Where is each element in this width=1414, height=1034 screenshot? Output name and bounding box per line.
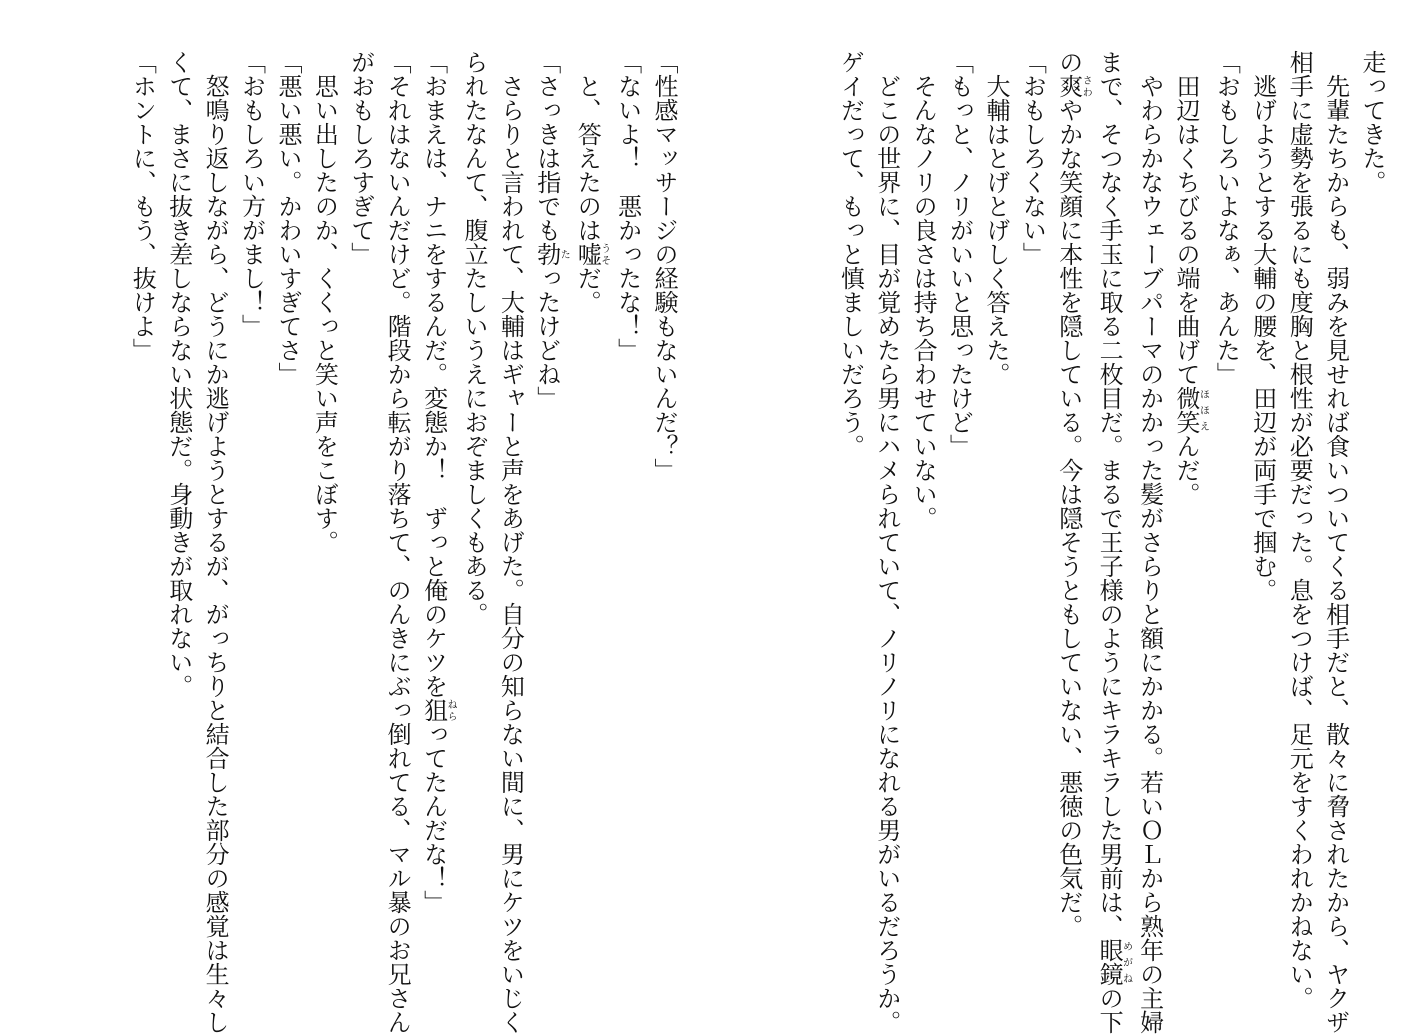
ruby-annotation: 眼鏡めがね: [1095, 938, 1132, 986]
right-page: [770, 50, 1390, 1034]
text-line: やわらかなウェーブパーマのかかった髪がさらりと額にかかる。若いＯＬから熟年の主婦: [1135, 50, 1164, 1034]
text-segment: やかな笑顔に本性を隠している。今は隠そうともしていない、悪徳の色気だ。: [1054, 98, 1083, 938]
ruby-reading: さわ: [1080, 74, 1092, 98]
text-segment: んだ。: [1171, 434, 1200, 506]
text-line: 怒鳴り返しながら、どうにか逃げようとするが、がっちりと結合した部分の感覚は生々し: [201, 50, 230, 1034]
text-line-with-ruby: [1091, 50, 1132, 1034]
left-page: [62, 50, 682, 1034]
text-line: 大輔はとげとげしく答えた。: [981, 50, 1010, 386]
text-line-with-ruby: [415, 50, 455, 970]
ruby-reading: ほほえ: [1197, 386, 1209, 434]
text-segment: と、答えたのは: [573, 50, 602, 242]
ruby-reading: た: [558, 242, 570, 266]
ruby-reading: めがね: [1120, 938, 1132, 986]
text-segment: 田辺はくちびるの端を曲げて: [1171, 50, 1200, 386]
text-segment: 「さっきは指でも: [532, 50, 561, 242]
ruby-annotation: 狙ねら: [419, 698, 457, 722]
text-segment: ったけどね」: [532, 266, 561, 410]
text-line: 走ってきた。: [1358, 50, 1386, 194]
text-segment: だ。: [573, 266, 602, 314]
text-line: 「悪い悪い。かわいすぎてさ」: [273, 50, 302, 386]
text-line: 先輩たちからも、弱みを見せれば食いついてくる相手だと、散々に脅されたから、ヤクザ: [1321, 50, 1350, 1034]
text-line: 「おもしろいよなぁ、あんた」: [1212, 50, 1241, 386]
ruby-reading: うそ: [598, 242, 610, 266]
text-line-with-ruby: [569, 50, 609, 970]
page-gutter: [706, 0, 708, 1000]
text-line: られたなんて、腹立たしいうえにおぞましくもある。: [459, 50, 488, 626]
ruby-annotation: 爽さわ: [1054, 74, 1092, 98]
ruby-reading: ねら: [445, 698, 457, 722]
text-line: 「ないよ！ 悪かったな！」: [613, 50, 642, 362]
text-line-with-ruby: [1050, 50, 1090, 970]
text-segment: まで、そつなく手玉に取る二枚目だ。まるで王子様のようにキラキラした男前は、: [1095, 50, 1124, 938]
text-line: 相手に虚勢を張るにも度胸と根性が必要だった。息をつけば、足元をすくわれかねない。: [1285, 50, 1314, 1010]
text-line-with-ruby: [1168, 50, 1208, 970]
text-line: そんなノリの良さは持ち合わせていない。: [909, 50, 938, 530]
text-line: 「おもしろい方がまし！」: [237, 50, 266, 338]
text-line: ゲイだって、もっと慎ましいだろう。: [836, 50, 865, 458]
text-line: がおもしろすぎて」: [346, 50, 375, 266]
text-line: 「それはないんだけど。階段から転がり落ちて、のんきにぶっ倒れてる、マル暴のお兄さん: [383, 50, 412, 1034]
text-line-with-ruby: [528, 50, 568, 970]
text-segment: の下: [1095, 986, 1124, 1034]
text-line: 「ホントに、もう、抜けよ」: [128, 50, 157, 362]
ruby-annotation: 勃た: [532, 242, 570, 266]
text-line: くて、まさに抜き差しならない状態だ。身動きが取れない。: [164, 50, 193, 698]
text-line: 「おもしろくない」: [1018, 50, 1047, 266]
text-line: さらりと言われて、大輔はギャーと声をあげた。自分の知らない間に、男にケツをいじく: [496, 50, 525, 1034]
text-line: 「もっと、ノリがいいと思ったけど」: [945, 50, 974, 458]
text-line: 思い出したのか、くくっと笑い声をこぼす。: [310, 50, 339, 554]
ruby-annotation: 嘘うそ: [573, 242, 610, 266]
text-line: 「性感マッサージの経験もないんだ？」: [650, 50, 678, 482]
text-segment: ってたんだな！」: [419, 722, 448, 914]
text-line: どこの世界に、目が覚めたら男にハメられていて、ノリノリになれる男がいるだろうか。: [872, 50, 901, 1034]
text-segment: 「おまえは、ナニをするんだ。変態か！ ずっと俺のケツを: [419, 50, 448, 698]
text-line: 逃げようとする大輔の腰を、田辺が両手で掴む。: [1248, 50, 1277, 602]
ruby-annotation: 微笑ほほえ: [1171, 386, 1209, 434]
text-segment: の: [1054, 50, 1083, 74]
